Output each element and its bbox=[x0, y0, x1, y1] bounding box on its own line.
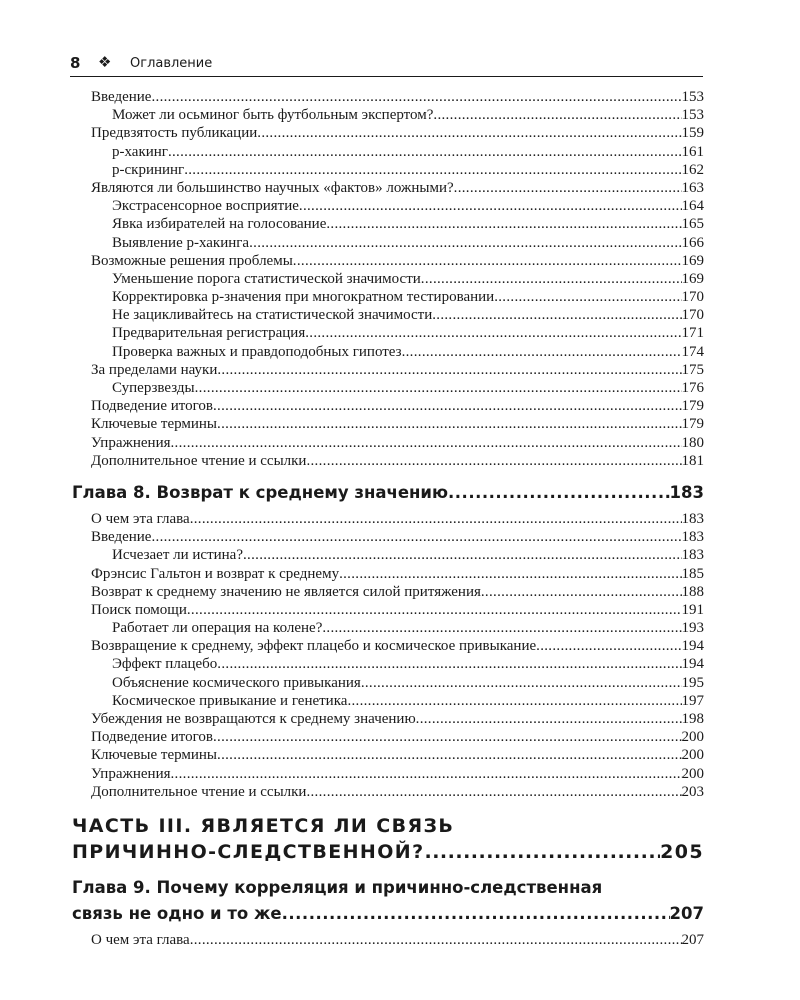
toc-section-chapter-7-tail bbox=[72, 88, 704, 470]
entry-title: Возвращение к среднему, эффект плацебо и космическое привыкание bbox=[91, 638, 537, 655]
entry-title: Объяснение космического привыкания bbox=[112, 674, 361, 691]
entry-title: p-хакинг bbox=[112, 143, 168, 160]
entry-title: Поиск помощи bbox=[91, 601, 187, 618]
entry-title: Ключевые термины bbox=[91, 416, 218, 433]
toc-entry[interactable] bbox=[72, 510, 704, 528]
entry-page: 200 bbox=[681, 729, 704, 746]
part-page: 205 bbox=[660, 840, 704, 863]
toc-entry[interactable] bbox=[72, 88, 704, 106]
entry-page: 166 bbox=[681, 234, 704, 251]
dot-leader bbox=[243, 546, 682, 564]
entry-page: 193 bbox=[681, 620, 704, 637]
dot-leader bbox=[171, 765, 682, 783]
entry-title: О чем эта глава bbox=[91, 510, 190, 527]
entry-page: 185 bbox=[681, 565, 704, 582]
dot-leader bbox=[213, 397, 682, 415]
dot-leader bbox=[217, 415, 681, 433]
dot-leader bbox=[168, 143, 682, 161]
entry-page: 194 bbox=[681, 638, 704, 655]
four-diamond-ornament-icon: ❖ bbox=[98, 53, 112, 71]
entry-page: 163 bbox=[681, 179, 704, 196]
entry-title: Подведение итогов bbox=[91, 398, 213, 415]
entry-title: Дополнительное чтение и ссылки bbox=[91, 783, 307, 800]
dot-leader bbox=[217, 746, 681, 764]
entry-page: 159 bbox=[681, 125, 704, 142]
entry-title: Подведение итогов bbox=[91, 729, 213, 746]
entry-title: Предварительная регистрация bbox=[112, 325, 306, 342]
dot-leader bbox=[190, 510, 682, 528]
entry-title: Исчезает ли истина? bbox=[112, 547, 243, 564]
chapter-page: 183 bbox=[669, 482, 704, 502]
toc-chapter-8[interactable] bbox=[72, 480, 704, 506]
entry-title: О чем эта глава bbox=[91, 931, 190, 948]
entry-page: 195 bbox=[681, 674, 704, 691]
entry-title: Предвзятость публикации bbox=[91, 125, 258, 142]
dot-leader bbox=[213, 728, 682, 746]
entry-title: Космическое привыкание и генетика bbox=[112, 692, 348, 709]
toc-entry[interactable] bbox=[72, 746, 704, 764]
toc-entry[interactable] bbox=[72, 619, 704, 637]
toc-chapter-9[interactable] bbox=[72, 901, 704, 927]
dot-leader bbox=[432, 306, 681, 324]
entry-title: Являются ли большинство научных «фактов» ложными? bbox=[91, 179, 454, 196]
toc-entry[interactable] bbox=[72, 765, 704, 783]
entry-title: Возврат к среднему значению не является силой притяжения bbox=[91, 583, 481, 600]
dot-leader bbox=[433, 106, 681, 124]
dot-leader bbox=[184, 161, 681, 179]
entry-page: 183 bbox=[681, 510, 704, 527]
chapter-9-title-line-2: связь не одно и то же bbox=[72, 903, 282, 923]
entry-title: Выявление p-хакинга bbox=[112, 234, 250, 251]
dot-leader bbox=[494, 288, 681, 306]
toc-entry[interactable] bbox=[72, 546, 704, 564]
dot-leader bbox=[171, 434, 682, 452]
entry-page: 191 bbox=[681, 601, 704, 618]
toc-entry[interactable] bbox=[72, 655, 704, 673]
toc-entry[interactable] bbox=[72, 583, 704, 601]
toc-entry[interactable] bbox=[72, 565, 704, 583]
toc-entry[interactable] bbox=[72, 306, 704, 324]
dot-leader bbox=[454, 179, 682, 197]
entry-page: 161 bbox=[681, 143, 704, 160]
dot-leader bbox=[151, 88, 681, 106]
entry-page: 170 bbox=[681, 289, 704, 306]
entry-page: 153 bbox=[681, 89, 704, 105]
toc-entry[interactable] bbox=[72, 710, 704, 728]
dot-leader bbox=[481, 583, 682, 601]
toc-entry[interactable] bbox=[72, 215, 704, 233]
entry-title: Упражнения bbox=[91, 434, 171, 451]
toc-entry[interactable] bbox=[72, 692, 704, 710]
entry-title: Экстрасенсорное восприятие bbox=[112, 198, 299, 215]
dot-leader bbox=[421, 270, 682, 288]
entry-page: 200 bbox=[681, 765, 704, 782]
entry-title: Дополнительное чтение и ссылки bbox=[91, 452, 307, 469]
toc-entry[interactable] bbox=[72, 124, 704, 142]
dot-leader bbox=[425, 839, 661, 865]
dot-leader bbox=[536, 637, 681, 655]
toc-entry[interactable] bbox=[72, 434, 704, 452]
toc-entry[interactable] bbox=[72, 343, 704, 361]
entry-page: 162 bbox=[681, 161, 704, 178]
entry-title: Работает ли операция на колене? bbox=[112, 620, 323, 637]
dot-leader bbox=[402, 343, 682, 361]
entry-page: 188 bbox=[681, 583, 704, 600]
dot-leader bbox=[322, 619, 681, 637]
toc-part-3[interactable] bbox=[72, 839, 704, 865]
toc-entry[interactable] bbox=[72, 234, 704, 252]
entry-title: За пределами науки bbox=[91, 361, 218, 378]
dot-leader bbox=[306, 783, 681, 801]
dot-leader bbox=[217, 361, 681, 379]
toc-entry[interactable] bbox=[72, 397, 704, 415]
dot-leader bbox=[190, 931, 682, 949]
entry-title: p-скрининг bbox=[112, 161, 185, 178]
toc-entry[interactable] bbox=[72, 931, 704, 949]
entry-page: 169 bbox=[681, 270, 704, 287]
toc-entry[interactable] bbox=[72, 270, 704, 288]
toc-entry[interactable] bbox=[72, 674, 704, 692]
entry-title: Убеждения не возвращаются к среднему значению bbox=[91, 711, 416, 727]
entry-page: 183 bbox=[681, 529, 704, 546]
toc-section-chapter-8 bbox=[72, 510, 704, 801]
toc-entry[interactable] bbox=[72, 252, 704, 270]
dot-leader bbox=[249, 234, 681, 252]
toc-entry[interactable] bbox=[72, 637, 704, 655]
toc-entry[interactable] bbox=[72, 415, 704, 433]
entry-page: 183 bbox=[681, 547, 704, 564]
toc-entry[interactable] bbox=[72, 161, 704, 179]
dot-leader bbox=[299, 197, 682, 215]
toc-entry[interactable] bbox=[72, 783, 704, 801]
toc-entry[interactable] bbox=[72, 288, 704, 306]
toc-entry[interactable] bbox=[72, 528, 704, 546]
entry-page: 171 bbox=[681, 325, 704, 342]
entry-page: 198 bbox=[681, 711, 704, 727]
entry-page: 194 bbox=[681, 656, 704, 673]
dot-leader bbox=[361, 674, 682, 692]
entry-page: 197 bbox=[681, 692, 704, 709]
entry-page: 153 bbox=[681, 107, 704, 124]
entry-page: 174 bbox=[681, 343, 704, 360]
table-of-contents bbox=[72, 88, 704, 949]
page-number: 8 bbox=[70, 54, 81, 72]
entry-title: Ключевые термины bbox=[91, 747, 218, 764]
dot-leader bbox=[326, 215, 681, 233]
entry-page: 179 bbox=[681, 416, 704, 433]
entry-title: Фрэнсис Гальтон и возврат к среднему bbox=[91, 565, 340, 582]
dot-leader bbox=[305, 324, 681, 342]
dot-leader bbox=[217, 655, 681, 673]
entry-page: 200 bbox=[681, 747, 704, 764]
entry-title: Эффект плацебо bbox=[112, 656, 218, 673]
entry-page: 165 bbox=[681, 216, 704, 233]
entry-title: Корректировка p-значения при многократном тестировании bbox=[112, 289, 495, 306]
toc-entry[interactable] bbox=[72, 143, 704, 161]
toc-entry[interactable] bbox=[72, 601, 704, 619]
dot-leader bbox=[448, 480, 670, 506]
entry-page: 169 bbox=[681, 252, 704, 269]
entry-title: Введение bbox=[91, 89, 152, 105]
toc-entry[interactable] bbox=[72, 728, 704, 746]
entry-title: Может ли осьминог быть футбольным экспертом? bbox=[112, 107, 434, 124]
chapter-page: 207 bbox=[669, 903, 704, 923]
entry-page: 170 bbox=[681, 307, 704, 324]
toc-entry[interactable] bbox=[72, 452, 704, 470]
toc-entry[interactable] bbox=[72, 361, 704, 379]
dot-leader bbox=[282, 901, 670, 927]
part-title-line-1[interactable]: ЧАСТЬ III. ЯВЛЯЕТСЯ ЛИ СВЯЗЬ bbox=[72, 814, 455, 837]
entry-page: 207 bbox=[681, 931, 704, 948]
entry-title: Явка избирателей на голосование bbox=[112, 216, 327, 233]
dot-leader bbox=[195, 379, 682, 397]
running-header bbox=[70, 52, 703, 77]
dot-leader bbox=[416, 710, 682, 728]
dot-leader bbox=[257, 124, 681, 142]
entry-page: 175 bbox=[681, 361, 704, 378]
running-header-title: Оглавление bbox=[130, 56, 213, 71]
entry-page: 164 bbox=[681, 198, 704, 215]
toc-entry[interactable] bbox=[72, 179, 704, 197]
dot-leader bbox=[293, 252, 682, 270]
toc-entry[interactable] bbox=[72, 197, 704, 215]
toc-entry[interactable] bbox=[72, 379, 704, 397]
dot-leader bbox=[339, 565, 681, 583]
entry-page: 181 bbox=[681, 452, 704, 469]
dot-leader bbox=[151, 528, 681, 546]
entry-title: Не зацикливайтесь на статистической значимости bbox=[112, 307, 433, 324]
entry-title: Возможные решения проблемы bbox=[91, 252, 293, 269]
toc-section-chapter-9 bbox=[72, 931, 704, 949]
part-title-line-2: ПРИЧИННО-СЛЕДСТВЕННОЙ? bbox=[72, 840, 425, 863]
entry-page: 180 bbox=[681, 434, 704, 451]
entry-title: Суперзвезды bbox=[112, 380, 195, 396]
toc-entry[interactable] bbox=[72, 324, 704, 342]
entry-page: 176 bbox=[681, 380, 704, 396]
entry-title: Введение bbox=[91, 529, 152, 546]
entry-page: 203 bbox=[681, 783, 704, 800]
entry-title: Проверка важных и правдоподобных гипотез bbox=[112, 343, 402, 360]
chapter-9-title-line-1[interactable]: Глава 9. Почему корреляция и причинно-следственная bbox=[72, 877, 603, 897]
dot-leader bbox=[306, 452, 681, 470]
dot-leader bbox=[347, 692, 681, 710]
entry-title: Упражнения bbox=[91, 765, 171, 782]
entry-title: Уменьшение порога статистической значимости bbox=[112, 270, 421, 287]
dot-leader bbox=[187, 601, 682, 619]
chapter-title: Глава 8. Возврат к среднему значению bbox=[72, 482, 449, 502]
entry-page: 179 bbox=[681, 398, 704, 415]
toc-entry[interactable] bbox=[72, 106, 704, 124]
